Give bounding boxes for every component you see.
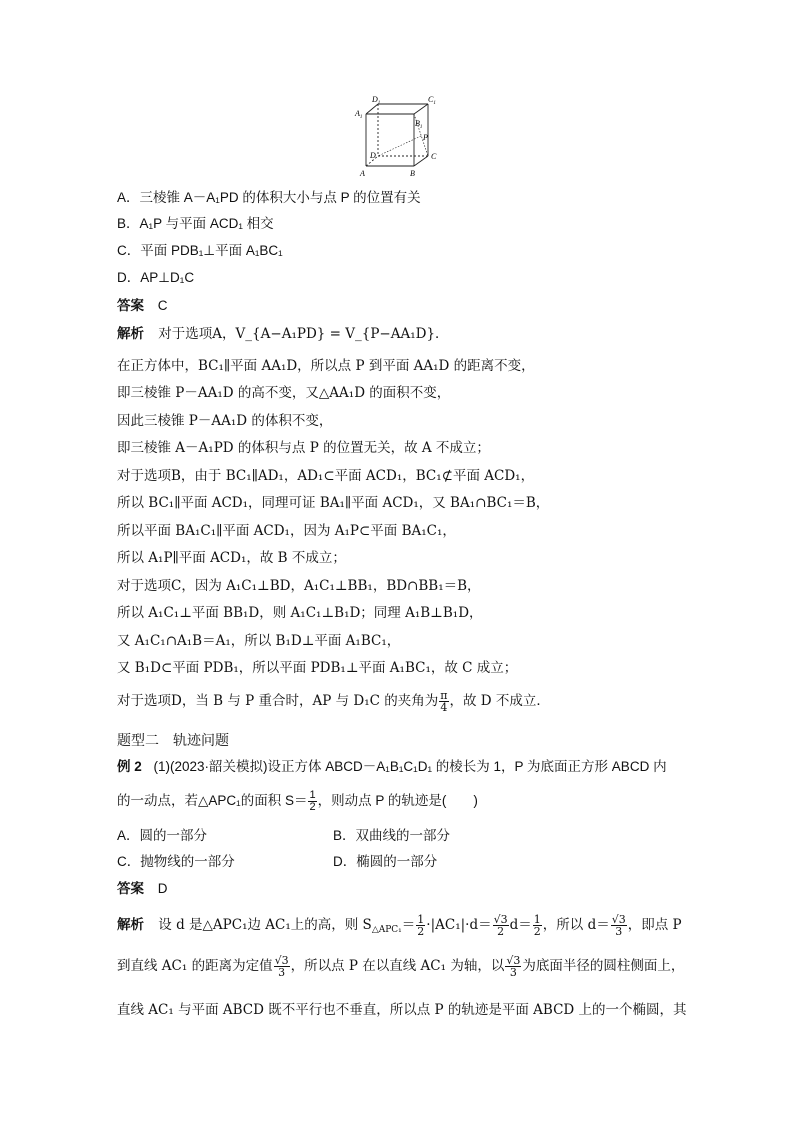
label-c: C: [431, 152, 437, 161]
answer-value: C: [157, 298, 168, 313]
analysis-line-10: 所以 A₁C₁⊥平面 BB₁D，则 A₁C₁⊥B₁D；同理 A₁B⊥B₁D，: [117, 605, 483, 621]
analysis-line-12: 又 B₁D⊂平面 PDB₁，所以平面 PDB₁⊥平面 A₁BC₁，故 C 成立；: [117, 660, 518, 676]
label-d: D: [370, 151, 376, 160]
option-a: A．三棱锥 A－A₁PD 的体积大小与点 P 的位置有关: [117, 190, 421, 205]
ex2-option-c: C．抛物线的一部分: [117, 854, 235, 869]
ex2-option-a: A．圆的一部分: [117, 828, 208, 843]
analysis-line-11: 又 A₁C₁∩A₁B＝A₁，所以 B₁D⊥平面 A₁BC₁，: [117, 633, 401, 649]
analysis-line-13: [117, 690, 550, 713]
ex2-option-b: B．双曲线的一部分: [333, 828, 451, 843]
label-b: B: [410, 169, 415, 178]
analysis-line-7: 所以平面 BA₁C₁∥平面 ACD₁，因为 A₁P⊂平面 BA₁C₁，: [117, 523, 456, 539]
ex2-label: 例 2: [117, 759, 142, 774]
analysis-line-2: 即三棱锥 P－AA₁D 的高不变，又△AA₁D 的面积不变，: [117, 385, 451, 401]
edge-a1-d1: [366, 104, 378, 114]
segment-p-d: [378, 136, 421, 156]
analysis-line-9: 对于选项C，因为 A₁C₁⊥BD，A₁C₁⊥BB₁，BD∩BB₁＝B，: [117, 578, 481, 594]
analysis-line-6: 所以 BC₁∥平面 ACD₁，同理可证 BA₁∥平面 ACD₁，又 BA₁∩BC₁＝B，: [117, 495, 550, 511]
fraction-half: $\frac{1}{2}$: [309, 789, 316, 813]
edge-b-c: [414, 156, 428, 166]
ex2-answer-label: 答案: [117, 881, 144, 896]
answer-row: [117, 296, 168, 316]
ex2-analysis-line-1: 解析 设 d 是△APC₁边 AC₁上的高，则 $S_{\triangle APC_1}=$ $\frac{1}{2}$ ·|AC₁|·d＝ $\frac{√3}{2}$ d＝ $\frac{1}{2}$ ，所以 d＝ $\frac{√3}{3}$ ，即点 P: [117, 913, 682, 938]
analysis-label: 解析: [117, 326, 144, 341]
label-d1: $D_1$: [372, 95, 381, 106]
analysis-last-post: ，故 D 不成立．: [449, 693, 550, 709]
analysis-line-5: 对于选项B，由于 BC₁∥AD₁，AD₁⊂平面 ACD₁，BC₁⊄平面 ACD₁，: [117, 468, 535, 484]
ex2-analysis-line-2: 到直线 AC₁ 的距离为定值 $\frac{√3}{3}$ ，所以点 P 在以直线 AC₁ 为轴，以 $\frac{√3}{3}$ 为底面半径的圆柱侧面上，: [117, 954, 685, 979]
ex2-answer-value: D: [157, 881, 168, 896]
analysis-line-8: 所以 A₁P∥平面 ACD₁，故 B 不成立；: [117, 550, 346, 566]
option-c: C．平面 PDB₁⊥平面 A₁BC₁: [117, 243, 283, 258]
answer-label: 答案: [117, 298, 144, 313]
label-a1: $A_1$: [355, 109, 363, 120]
option-d: D．AP⊥D₁C: [117, 270, 195, 285]
label-c1: $C_1$: [428, 95, 436, 106]
ex2-analysis-line-3: 直线 AC₁ 与平面 ABCD 既不平行也不垂直，所以点 P 的轨迹是平面 ABCD 上的一个椭圆，其: [117, 1002, 687, 1018]
label-a: A: [360, 169, 365, 178]
section-title: 题型二 轨迹问题: [117, 733, 229, 749]
ex2-line1: [117, 757, 667, 777]
ex2-analysis-label: 解析: [117, 917, 144, 932]
label-p: P: [423, 133, 428, 142]
label-b1: $B_1$: [415, 119, 423, 130]
option-b: B．A₁P 与平面 ACD₁ 相交: [117, 216, 274, 231]
analysis-line-0: [117, 324, 449, 344]
analysis-last-pre: 对于选项D，当 B 与 P 重合时，AP 与 D₁C 的夹角为: [117, 693, 439, 709]
edge-b1-c1: [414, 104, 428, 114]
analysis-text: 对于选项A，V_{A−A₁PD} = V_{P−AA₁D}．: [158, 326, 449, 342]
ex2-answer-row: [117, 879, 168, 899]
ex2-option-d: D．椭圆的一部分: [333, 854, 438, 869]
ex2-line2: 的一动点，若△APC₁的面积 S＝ $\frac{1}{2}$ ，则动点 P 的轨迹是( ): [117, 789, 478, 813]
cube-figure: [348, 94, 448, 184]
analysis-line-4: 即三棱锥 A－A₁PD 的体积与点 P 的位置无关，故 A 不成立；: [117, 440, 490, 456]
ex2-line1-text: (1)(2023·韶关模拟)设正方体 ABCD－A₁B₁C₁D₁ 的棱长为 1，P 为底面正方形 ABCD 内: [153, 759, 667, 774]
analysis-line-3: 因此三棱锥 P－AA₁D 的体积不变，: [117, 413, 333, 429]
fraction-pi-4: $\frac{\pi}{4}$: [440, 689, 448, 714]
analysis-line-1: 在正方体中，BC₁∥平面 AA₁D，所以点 P 到平面 AA₁D 的距离不变，: [117, 358, 535, 374]
